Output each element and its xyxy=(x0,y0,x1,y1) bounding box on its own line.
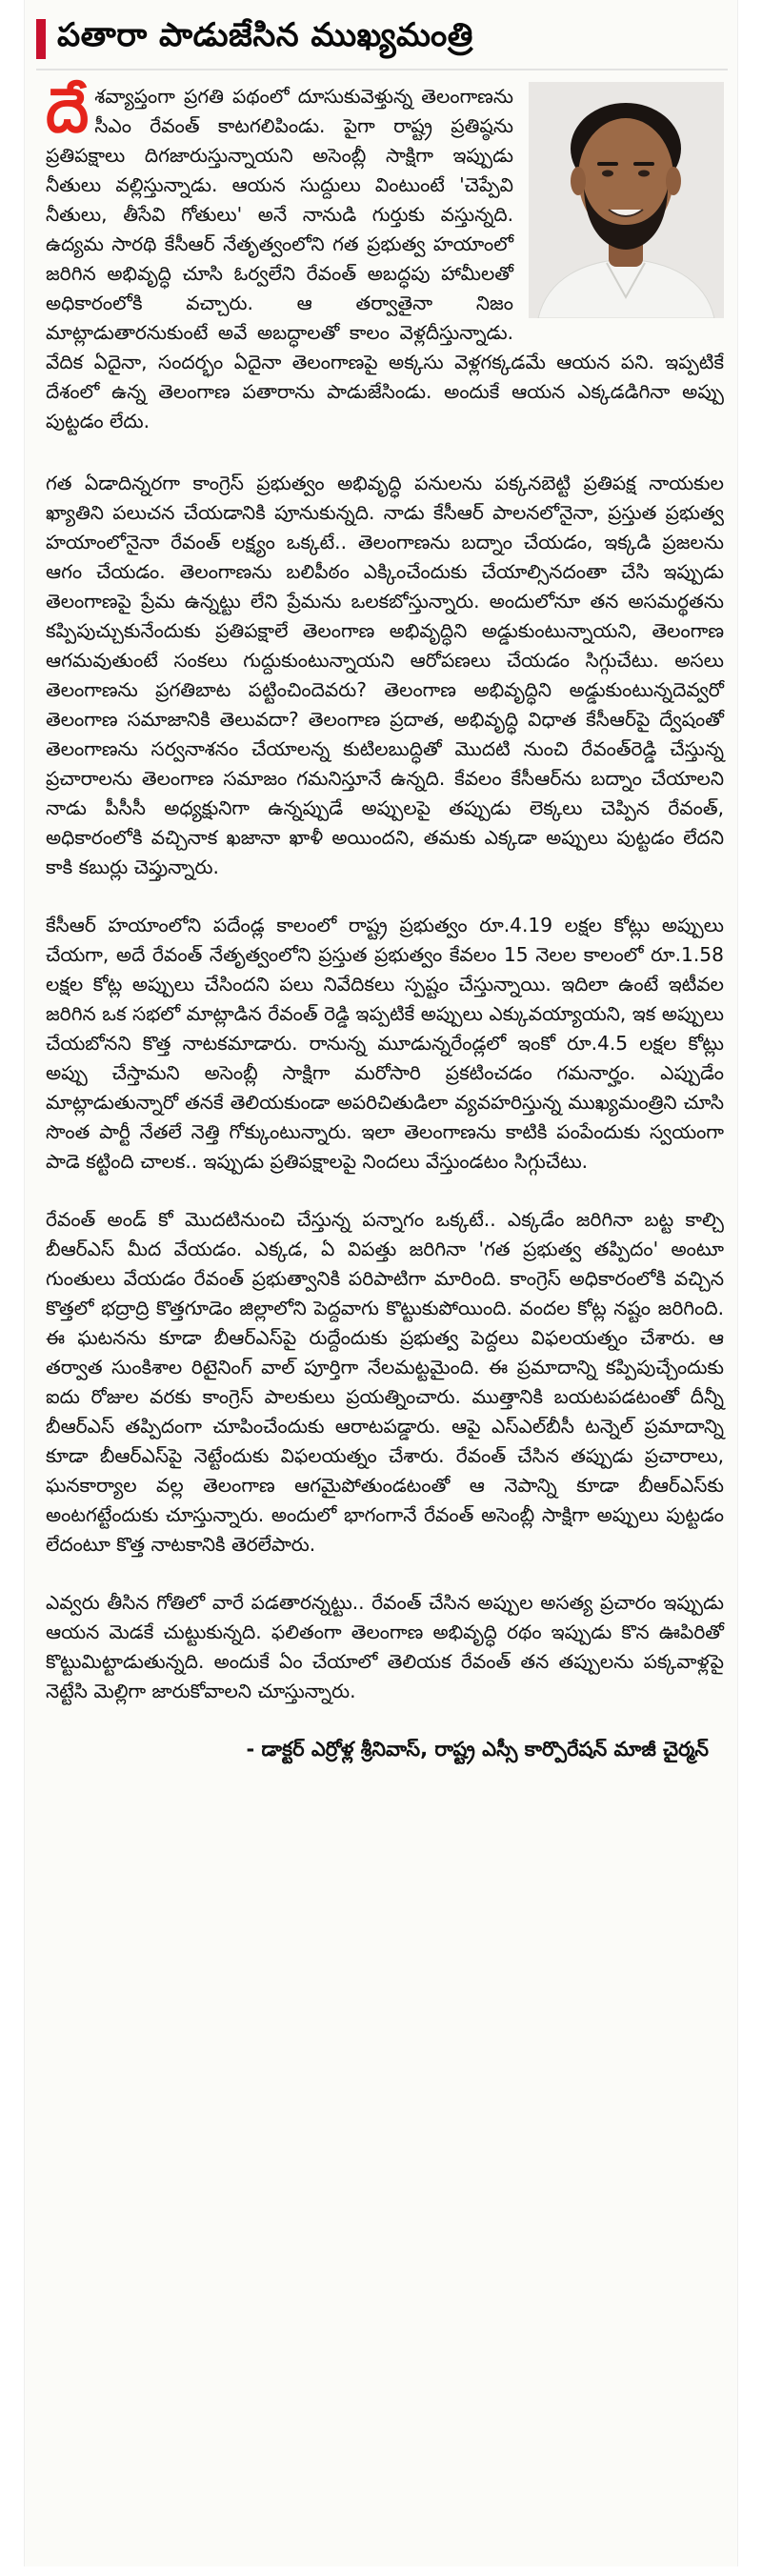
portrait-image xyxy=(529,82,724,318)
headline-accent xyxy=(36,19,46,59)
author-signature: - డాక్టర్ ఎర్రోళ్ల శ్రీనివాస్, రాష్ట్ర ఎస్సీ కార్పొరేషన్ మాజీ చైర్మన్ xyxy=(246,1738,709,1761)
article-body xyxy=(46,76,724,1763)
author-photo xyxy=(529,82,724,318)
drop-cap: దే xyxy=(46,76,90,147)
paragraph-4: రేవంత్ అండ్ కో మొదటినుంచి చేస్తున్న పన్నాగం ఒక్కటే.. ఎక్కడేం జరిగినా బట్ట కాల్చి బీఆర్‌ఎస్ మీద వేయడం. ఎక్కడ, ఏ విపత్తు జరిగినా 'గత ప్రభుత్వ తప్పిదం' అంటూ గుంతులు వేయడం రేవంత్ ప్రభుత్వానికి పరిపాటిగా మారింది. కాంగ్రెస్ అధికారంలోకి వచ్చిన కొత్తలో భద్రాద్రి కొత్తగూడెం జిల్లాలోని పెద్దవాగు కొట్టుకుపోయింది. వందల కోట్ల నష్టం జరిగింది. ఈ ఘటనను కూడా బీఆర్‌ఎస్‌పై రుద్దేందుకు ప్రభుత్వ పెద్దలు విఫలయత్నం చేశారు. ఆ తర్వాత సుంకిశాల రిటైనింగ్ వాల్ పూర్తిగా నేలమట్టమైంది. ఈ ప్రమాదాన్ని కప్పిపుచ్చేందుకు ఐదు రోజుల వరకు కాంగ్రెస్ పాలకులు ప్రయత్నించారు. ముత్తానికి బయటపడటంతో దీన్నీ బీఆర్‌ఎస్ తప్పిదంగా చూపించేందుకు ఆరాటపడ్డారు. ఆపై ఎస్‌ఎల్‌బీసీ టన్నెల్ ప్రమాదాన్ని కూడా బీఆర్‌ఎస్‌పై నెట్టేందుకు విఫలయత్నం చేశారు. రేవంత్ చేసిన తప్పుడు ప్రచారాలు, ఘనకార్యాల వల్ల తెలంగాణ ఆగమైపోతుండటంతో ఆ నెపాన్ని కూడా బీఆర్‌ఎస్‌కు అంటగట్టేందుకు చూస్తున్నారు. అందులో భాగంగానే రేవంత్ అసెంబ్లీ సాక్షిగా అప్పులు పుట్టడం లేదంటూ కొత్త నాటకానికి తెరలేపారు. xyxy=(46,1208,724,1556)
article-page xyxy=(24,0,738,2566)
article-headline: పతారా పాడుజేసిన ముఖ్యమంత్రి xyxy=(57,16,473,54)
headline-bar xyxy=(36,10,728,70)
paragraph-5: ఎవ్వరు తీసిన గోతిలో వారే పడతారన్నట్టు.. రేవంత్ చేసిన అప్పుల అసత్య ప్రచారం ఇప్పుడు ఆయన మెడకే చుట్టుకున్నది. ఫలితంగా తెలంగాణ అభివృద్ధి రథం ఇప్పుడు కొన ఊపిరితో కొట్టుమిట్టాడుతున్నది. అందుకే ఏం చేయాలో తెలియక రేవంత్ తన తప్పులను పక్కవాళ్లపై నెట్టేసి మెల్లిగా జారుకోవాలని చూస్తున్నారు. xyxy=(46,1591,724,1702)
paragraph-2: గత ఏడాదిన్నరగా కాంగ్రెస్ ప్రభుత్వం అభివృద్ధి పనులను పక్కనబెట్టి ప్రతిపక్ష నాయకుల ఖ్యాతిని పలుచన చేయడానికి పూనుకున్నది. నాడు కేసీఆర్ పాలనలోనైనా, ప్రస్తుత ప్రభుత్వ హయాంలోనైనా రేవంత్ లక్ష్యం ఒక్కటే.. తెలంగాణను బద్నాం చేయడం, ఇక్కడి ప్రజలను ఆగం చేయడం. తెలంగాణను బలిపీఠం ఎక్కించేందుకు చేయాల్సినదంతా చేసి ఇప్పుడు తెలంగాణపై ప్రేమ ఉన్నట్టు లేని ప్రేమను ఒలకబోస్తున్నారు. అందులోనూ తన అసమర్థతను కప్పిపుచ్చుకునేందుకు ప్రతిపక్షాలే తెలంగాణ అభివృద్ధిని అడ్డుకుంటున్నాయని, తెలంగాణ ఆగమవుతుంటే సంకలు గుద్దుకుంటున్నాయని ఆరోపణలు చేయడం సిగ్గుచేటు. అసలు తెలంగాణను ప్రగతిబాట పట్టించిందెవరు? తెలంగాణ అభివృద్ధిని అడ్డుకుంటున్నదెవ్వరో తెలంగాణ సమాజానికి తెలువదా? తెలంగాణ ప్రదాత, అభివృద్ధి విధాత కేసీఆర్‌పై ద్వేషంతో తెలంగాణను సర్వనాశనం చేయాలన్న కుటిలబుద్ధితో మొదటి నుంచి రేవంత్‌రెడ్డి చేస్తున్న ప్రచారాలను తెలంగాణ సమాజం గమనిస్తూనే ఉన్నది. కేవలం కేసీఆర్‌ను బద్నాం చేయాలని నాడు పీసీసీ అధ్యక్షునిగా ఉన్నప్పుడే అప్పులపై తప్పుడు లెక్కలు చెప్పిన రేవంత్, అధికారంలోకి వచ్చినాక ఖజానా ఖాళీ అయిందని, తమకు ఎక్కడా అప్పులు పుట్టడం లేదని కాకి కబుర్లు చెప్తున్నారు. xyxy=(46,472,724,878)
paragraph-3: కేసీఆర్ హయాంలోని పదేండ్ల కాలంలో రాష్ట్ర ప్రభుత్వం రూ.4.19 లక్షల కోట్లు అప్పులు చేయగా, అదే రేవంత్ నేతృత్వంలోని ప్రస్తుత ప్రభుత్వం కేవలం 15 నెలల కాలంలో రూ.1.58 లక్షల కోట్ల అప్పులు చేసిందని పలు నివేదికలు స్పష్టం చేస్తున్నాయి. ఇదిలా ఉంటే ఇటీవల జరిగిన ఒక సభలో మాట్లాడిన రేవంత్ రెడ్డి ఇప్పటికే అప్పులు ఎక్కువయ్యాయని, ఇక అప్పులు చేయబోనని కొత్త నాటకమాడారు. రానున్న మూడున్నరేండ్లలో ఇంకో రూ.4.5 లక్షల కోట్లు అప్పు చేస్తామని అసెంబ్లీ సాక్షిగా మరోసారి ప్రకటించడం గమనార్హం. ఎప్పుడేం మాట్లాడుతున్నారో తనకే తెలియకుండా అపరిచితుడిలా వ్యవహరిస్తున్న ముఖ్యమంత్రిని చూసి సొంత పార్టీ నేతలే నెత్తి గోక్కుంటున్నారు. ఇలా తెలంగాణను కాటికి పంపేందుకు స్వయంగా పాడె కట్టింది చాలక.. ఇప్పుడు ప్రతిపక్షాలపై నిందలు వేస్తుండటం సిగ్గుచేటు. xyxy=(46,914,724,1173)
paragraph-1-text: శవ్యాప్తంగా ప్రగతి పథంలో దూసుకువెళ్తున్న తెలంగాణను సీఎం రేవంత్ కాటగలిపిండు. పైగా రాష్ట్ర ప్రతిష్ఠను ప్రతిపక్షాలు దిగజారుస్తున్నాయని అసెంబ్లీ సాక్షిగా ఇప్పుడు నీతులు వల్లిస్తున్నాడు. ఆయన సుద్దులు వింటుంటే 'చెప్పేవి నీతులు, తీసేవి గోతులు' అనే నానుడి గుర్తుకు వస్తున్నది. ఉద్యమ సారథి కేసీఆర్ నేతృత్వంలోని గత ప్రభుత్వ హయాంలో జరిగిన అభివృద్ధి చూసి ఓర్వలేని రేవంత్ అబద్ధపు హామీలతో అధికారంలోకి వచ్చారు. ఆ తర్వాతైనా నిజం మాట్లాడుతారనుకుంటే అవే అబద్ధాలతో కాలం వెళ్లదీస్తున్నాడు. వేదిక ఏదైనా, సందర్భం ఏదైనా తెలంగాణపై అక్కసు వెళ్లగక్కడమే ఆయన పని. ఇప్పటికే దేశంలో ఉన్న తెలంగాణ పతారాను పాడుజేసిండు. అందుకే ఆయన ఎక్కడడిగినా అప్పు పుట్టడం లేదు. xyxy=(46,85,724,433)
